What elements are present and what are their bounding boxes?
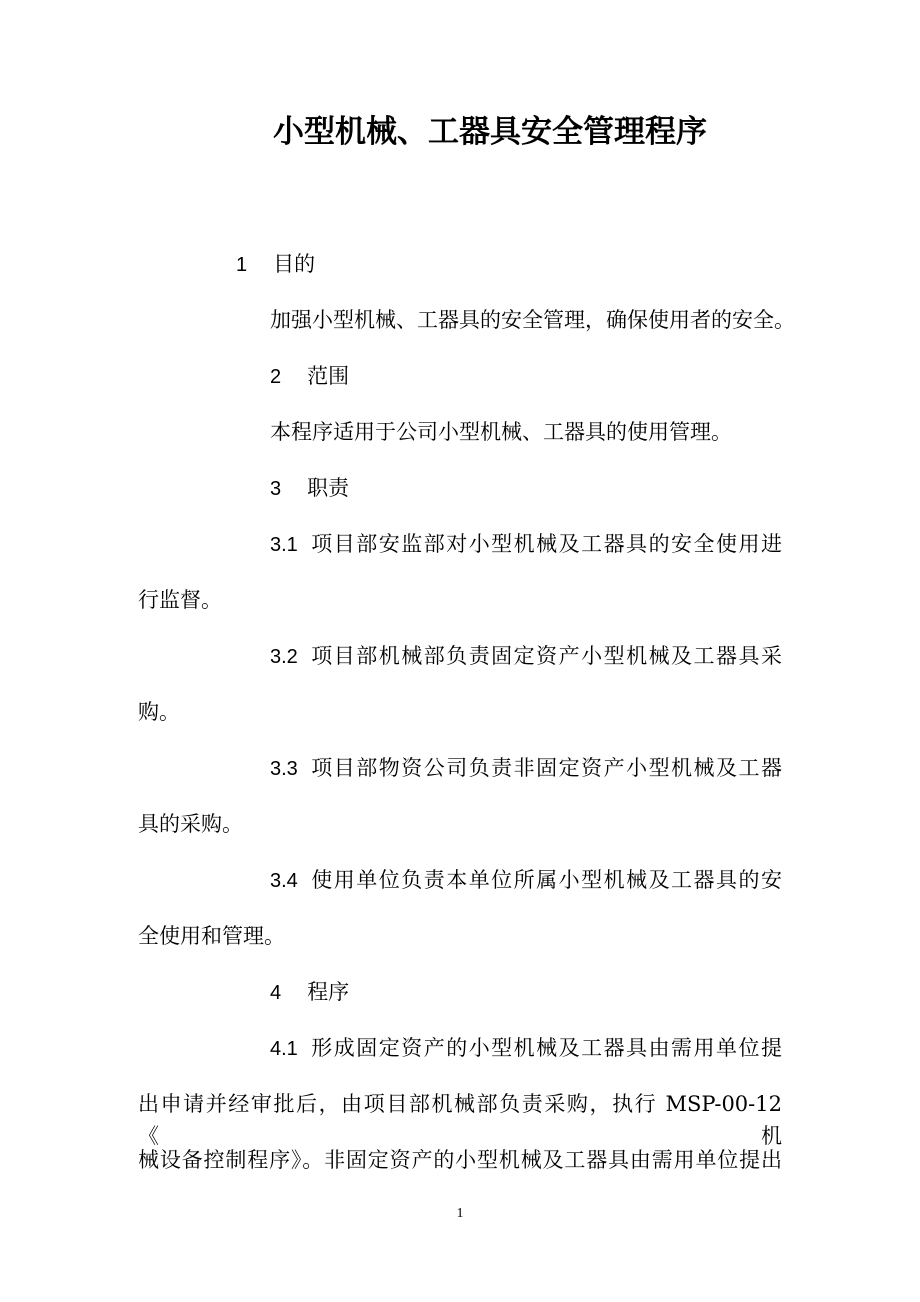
item-text: 使用单位负责本单位所属小型机械及工器具的安 [309, 868, 782, 892]
item-3-1-line-1 [270, 528, 782, 561]
section-number: 2 [270, 366, 282, 388]
section-heading-1 [236, 248, 315, 281]
section-title: 程序 [307, 980, 350, 1004]
scope-paragraph: 本程序适用于公司小型机械、工器具的使用管理。 [270, 420, 732, 444]
item-3-4-line-2: 全使用和管理。 [138, 924, 285, 948]
item-3-2-line-2: 购。 [138, 700, 180, 724]
section-title: 职责 [307, 476, 350, 500]
item-3-1-line-2: 行监督。 [138, 588, 222, 612]
item-text: 项目部物资公司负责非固定资产小型机械及工器 [309, 756, 782, 780]
section-title: 目的 [273, 252, 316, 276]
item-text: 项目部机械部负责固定资产小型机械及工器具采 [309, 644, 782, 668]
item-4-1-line-1 [270, 1032, 782, 1065]
item-3-2-line-1 [270, 640, 782, 673]
section-heading-2 [270, 360, 349, 393]
item-3-4-line-1 [270, 864, 782, 897]
item-number: 3.3 [270, 758, 298, 780]
purpose-paragraph: 加强小型机械、工器具的安全管理，确保使用者的安全。 [270, 308, 795, 332]
section-title: 范围 [307, 364, 350, 388]
item-3-3-line-1 [270, 752, 782, 785]
item-4-1-line-3: 械设备控制程序》。非固定资产的小型机械及工器具由需用单位提出 [138, 1148, 782, 1172]
section-number: 4 [270, 982, 282, 1004]
item-number: 3.2 [270, 646, 298, 668]
item-number: 4.1 [270, 1038, 298, 1060]
section-heading-3 [270, 472, 349, 505]
section-number: 1 [236, 254, 248, 276]
item-text: 项目部安监部对小型机械及工器具的安全使用进 [309, 532, 782, 556]
item-number: 3.4 [270, 870, 298, 892]
item-3-3-line-2: 具的采购。 [138, 812, 243, 836]
section-number: 3 [270, 478, 282, 500]
page-number: 1 [456, 1206, 464, 1221]
item-text: 形成固定资产的小型机械及工器具由需用单位提 [309, 1036, 782, 1060]
document-title: 小型机械、工器具安全管理程序 [273, 114, 707, 150]
item-number: 3.1 [270, 534, 298, 556]
item-4-1-line-2: 出申请并经审批后，由项目部机械部负责采购，执行 MSP-00-12《机 [138, 1092, 782, 1148]
section-heading-4 [270, 976, 349, 1009]
